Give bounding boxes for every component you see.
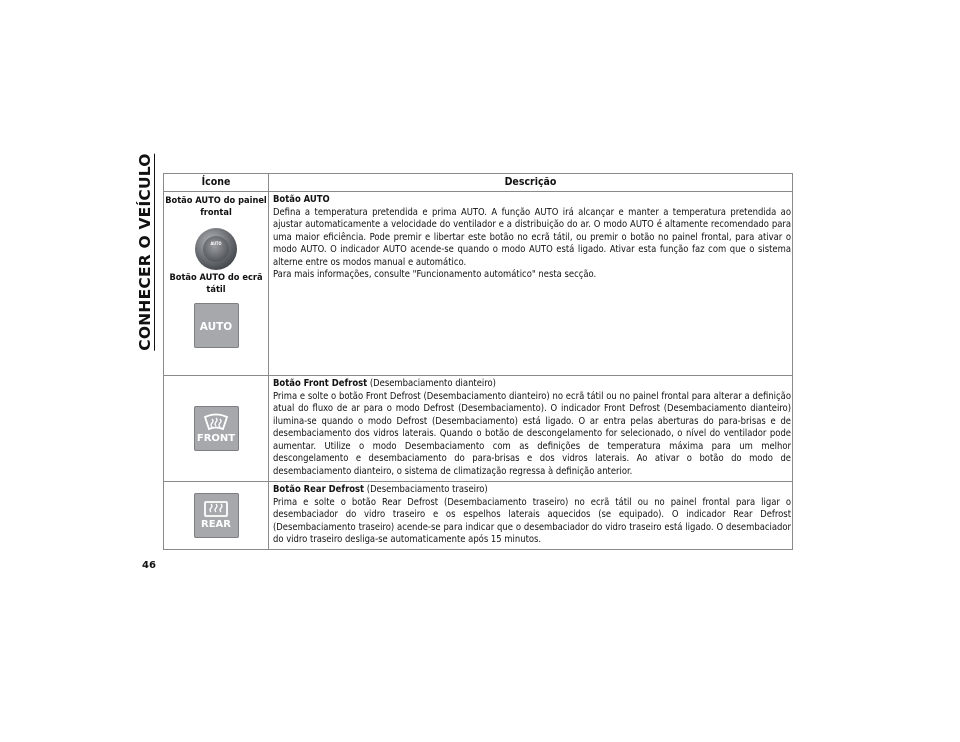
table-header-row — [164, 174, 793, 192]
section-side-title-text: CONHECER O VEÍCULO — [136, 153, 154, 351]
table-row-auto — [164, 192, 793, 376]
front-paragraph-1: Prima e solte o botão Front Defrost (Desembaciamento dianteiro) no ecrã tátil ou no painel frontal para alterar a definição atual do fluxo de ar para o modo Defrost (Desembaciamento). O indicador Front Defrost (Desembaciamento dianteiro) ilumina-se quando o modo Defrost (Desembaciamento) está ligado. O ar entra pelas aberturas do para-brisas e de desembaciamento dos vidros laterais. Quando o botão de descongelamento for selecionado, o nível do ventilador pode aumentar. Utilize o modo Desembaciamento com as definições de temperatura máxima para um melhor descongelamento e desembaciamento do para-brisas e dos vidros laterais. Ao ativar o botão do modo de desembaciamento dianteiro, o sistema de climatização regressa à definição anterior. — [273, 390, 791, 477]
auto-icon-word: AUTO — [199, 320, 233, 333]
rear-heading-suffix: (Desembaciamento traseiro) — [364, 484, 488, 495]
desc-cell-auto — [269, 192, 793, 376]
front-heading-suffix: (Desembaciamento dianteiro) — [367, 378, 496, 389]
climate-controls-table — [163, 173, 793, 550]
rear-heading: Botão Rear Defrost — [273, 484, 365, 495]
table-row-front-defrost — [164, 376, 793, 482]
front-icon-word: FRONT — [196, 432, 236, 444]
windshield-defrost-icon — [203, 413, 229, 431]
table-row-rear-defrost — [164, 482, 793, 550]
icon-cell-rear — [164, 482, 269, 550]
front-heading: Botão Front Defrost — [273, 378, 368, 389]
auto-knob-icon — [195, 228, 237, 270]
section-side-title — [136, 153, 156, 351]
header-description: Descrição — [269, 174, 793, 192]
desc-cell-rear — [269, 482, 793, 550]
auto-heading: Botão AUTO — [273, 194, 330, 205]
rear-window-defrost-icon — [203, 500, 229, 518]
front-defrost-icon — [194, 406, 239, 451]
auto-touchscreen-label: Botão AUTO do ecrã tátil — [169, 272, 263, 295]
rear-paragraph-1: Prima e solte o botão Rear Defrost (Desembaciamento traseiro) no ecrã tátil ou no painel frontal para ligar o desembaciador do vidro traseiro e os espelhos laterais aquecidos (se equipado). O indicador Rear Defrost (Desembaciamento traseiro) acende-se para indicar que o desembaciador do vidro traseiro está ligado. O desembaciador do vidro traseiro desliga-se automaticamente após 15 minutos. — [273, 496, 791, 545]
rear-defrost-icon — [194, 493, 239, 538]
icon-cell-auto — [164, 192, 269, 376]
auto-paragraph-2: Para mais informações, consulte "Funcionamento automático" nesta secção. — [273, 269, 597, 280]
page-number: 46 — [142, 560, 156, 571]
icon-cell-front — [164, 376, 269, 482]
auto-touchscreen-icon — [194, 303, 239, 348]
auto-knob-label: AUTO — [210, 241, 222, 246]
header-icon: Ícone — [164, 174, 269, 192]
auto-panel-label: Botão AUTO do painel frontal — [165, 195, 267, 218]
auto-paragraph-1: Defina a temperatura pretendida e prima AUTO. A função AUTO irá alcançar e manter a temperatura pretendida ao ajustar automaticamente a velocidade do ventilador e a distribuição do ar. O modo AUTO é altamente recomendado para uma maior eficiência. Pode premir e libertar este botão no ecrã tátil, ou premir o botão no painel frontal, para ativar o modo AUTO. O indicador AUTO acende-se quando o modo AUTO está ligado. Ativar esta função faz com que o sistema alterne entre os modos manual e automático. — [273, 206, 791, 268]
desc-cell-front — [269, 376, 793, 482]
rear-icon-word: REAR — [201, 519, 231, 531]
